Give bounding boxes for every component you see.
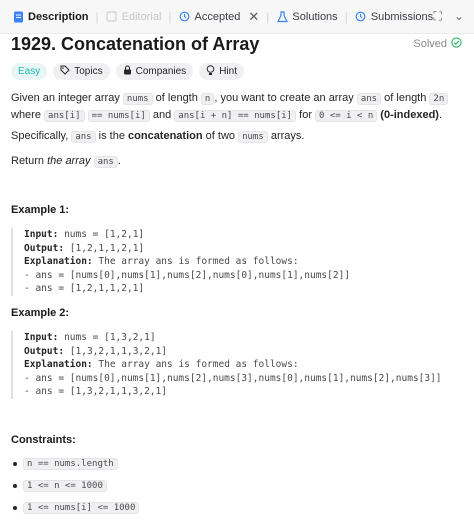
inline-code: nums bbox=[238, 131, 268, 143]
tab-label: Editorial bbox=[121, 10, 162, 23]
text: where bbox=[11, 109, 41, 121]
example-block bbox=[11, 331, 461, 399]
solved-status bbox=[413, 37, 462, 51]
example-line bbox=[24, 345, 461, 359]
text: Return bbox=[11, 155, 45, 167]
inline-code: ans bbox=[71, 131, 95, 143]
inline-code: == nums[i] bbox=[88, 110, 150, 122]
hint-label: Hint bbox=[219, 66, 237, 77]
constraint-item bbox=[13, 502, 139, 514]
value: [1,3,2,1,1,3,2,1] bbox=[69, 345, 168, 357]
label: Explanation: bbox=[24, 359, 93, 370]
clock-icon bbox=[355, 11, 367, 23]
companies-button[interactable] bbox=[116, 63, 194, 80]
label: Output: bbox=[24, 242, 65, 254]
inline-code: ans bbox=[357, 93, 381, 105]
check-circle-icon bbox=[451, 37, 462, 51]
example-title: Example 2: bbox=[11, 307, 70, 319]
lightbulb-icon bbox=[206, 65, 215, 79]
history-icon bbox=[179, 11, 191, 23]
example-block bbox=[11, 228, 461, 296]
inline-code: ans[i + n] == nums[i] bbox=[174, 110, 296, 122]
inline-code: 1 <= n <= 1000 bbox=[23, 480, 107, 492]
inline-code: 2n bbox=[429, 93, 448, 105]
inline-code: ans bbox=[94, 156, 118, 168]
tab-label: Solutions bbox=[292, 10, 338, 23]
inline-code: nums bbox=[123, 93, 153, 105]
italic-text: the array bbox=[47, 155, 91, 167]
label: Output: bbox=[24, 345, 65, 357]
example-line: - ans = [1,3,2,1,1,3,2,1] bbox=[24, 386, 167, 397]
text: is the bbox=[98, 130, 125, 142]
text: , you want to create an array bbox=[214, 92, 354, 104]
tab-divider: | bbox=[344, 9, 348, 24]
bullet-dot bbox=[13, 484, 17, 488]
example-line: - ans = [nums[0],nums[1],nums[2],nums[0],nums[1],nums[2]] bbox=[24, 269, 351, 281]
tab-description[interactable] bbox=[8, 0, 93, 34]
text: Specifically, bbox=[11, 130, 69, 142]
label: Explanation: bbox=[24, 256, 93, 267]
constraint-item bbox=[13, 458, 118, 470]
topics-label: Topics bbox=[74, 66, 103, 77]
description-paragraph bbox=[11, 90, 463, 124]
bullet-dot bbox=[13, 462, 17, 466]
description-paragraph bbox=[11, 128, 463, 145]
difficulty-badge: Easy bbox=[11, 63, 47, 80]
example-line: - ans = [1,2,1,1,2,1] bbox=[24, 283, 145, 294]
tab-solutions[interactable] bbox=[272, 0, 341, 34]
constraints-title: Constraints: bbox=[11, 434, 76, 446]
close-icon[interactable]: ✕ bbox=[248, 8, 260, 24]
inline-code: 1 <= nums[i] <= 1000 bbox=[23, 502, 139, 514]
topics-button[interactable] bbox=[53, 63, 109, 80]
value: nums = [1,3,2,1] bbox=[64, 332, 156, 343]
example-title: Example 1: bbox=[11, 204, 70, 216]
expand-icon[interactable]: ⛶ bbox=[433, 9, 442, 23]
text: arrays. bbox=[270, 130, 305, 142]
example-line bbox=[24, 228, 461, 242]
text: Given an integer array bbox=[11, 92, 120, 104]
tab-editorial[interactable] bbox=[102, 0, 166, 34]
tab-label: Submissions bbox=[370, 10, 434, 23]
tab-submissions[interactable] bbox=[351, 0, 437, 34]
bullet-dot bbox=[13, 506, 17, 510]
collapse-icon[interactable]: ⌄ bbox=[453, 9, 464, 23]
tab-label: Accepted bbox=[194, 10, 241, 23]
flask-icon bbox=[276, 11, 288, 23]
label: Input: bbox=[24, 229, 59, 240]
tab-label: Description bbox=[28, 10, 89, 23]
text: and bbox=[152, 109, 172, 121]
text: of two bbox=[205, 130, 236, 142]
inline-code: ans[i] bbox=[44, 110, 85, 122]
example-line bbox=[24, 242, 461, 256]
document-icon bbox=[12, 11, 24, 23]
book-icon bbox=[106, 11, 118, 23]
description-paragraph bbox=[11, 153, 463, 170]
example-line: - ans = [nums[0],nums[1],nums[2],nums[3],nums[0],nums[1],nums[2],nums[3]] bbox=[24, 372, 442, 384]
value: [1,2,1,1,2,1] bbox=[69, 242, 145, 254]
bold-text: concatenation bbox=[128, 130, 203, 142]
example-line bbox=[24, 358, 461, 372]
value: The array ans is formed as follows: bbox=[98, 256, 299, 267]
tag-chips bbox=[11, 63, 244, 80]
hint-button[interactable] bbox=[199, 63, 244, 80]
text: for bbox=[299, 109, 312, 121]
text: of length bbox=[384, 92, 427, 104]
value: nums = [1,2,1] bbox=[64, 229, 145, 240]
panel-tools bbox=[434, 9, 464, 24]
text: . bbox=[438, 109, 443, 121]
text: of length bbox=[155, 92, 198, 104]
constraint-item bbox=[13, 480, 107, 492]
text: . bbox=[117, 155, 121, 167]
example-line bbox=[24, 331, 461, 345]
tab-divider: | bbox=[266, 9, 270, 24]
example-line bbox=[24, 255, 461, 269]
tab-divider: | bbox=[168, 9, 172, 24]
inline-code: n == nums.length bbox=[23, 458, 118, 470]
companies-label: Companies bbox=[135, 66, 187, 77]
problem-title: 1929. Concatenation of Array bbox=[11, 34, 260, 54]
bold-text: (0-indexed) bbox=[380, 109, 439, 121]
lock-icon bbox=[123, 65, 132, 78]
value: The array ans is formed as follows: bbox=[98, 359, 299, 370]
tab-bar bbox=[0, 0, 474, 34]
inline-code: n bbox=[201, 93, 214, 105]
inline-code: 0 <= i < n bbox=[315, 110, 377, 122]
tab-divider: | bbox=[95, 9, 99, 24]
tab-accepted[interactable] bbox=[175, 0, 264, 34]
solved-label: Solved bbox=[413, 38, 447, 50]
label: Input: bbox=[24, 332, 59, 343]
tag-icon bbox=[60, 65, 70, 78]
